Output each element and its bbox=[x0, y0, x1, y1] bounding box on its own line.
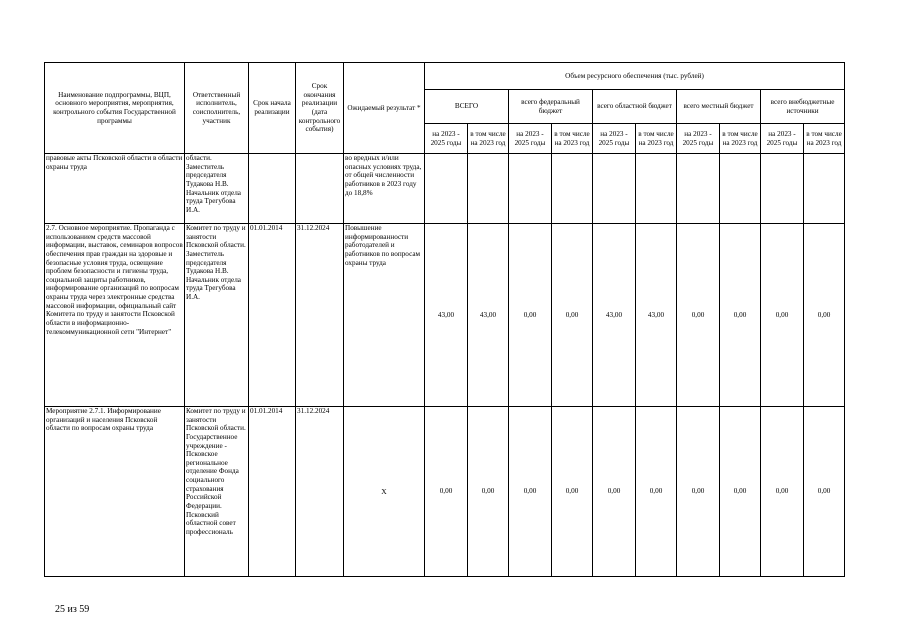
row-value-total-2023: 43,00 bbox=[468, 224, 509, 407]
row-result: X bbox=[344, 407, 425, 577]
row-value-extrabudget-2023: 0,00 bbox=[804, 407, 845, 577]
row-value-federal-2023: 0,00 bbox=[552, 407, 593, 577]
page-number: 25 из 59 bbox=[55, 604, 90, 615]
header-group-extrabudget: всего внебюджетные источники bbox=[761, 90, 845, 124]
row-value bbox=[509, 154, 552, 224]
header-sub-incl: в том числе на 2023 год bbox=[636, 124, 677, 154]
row-value-total-period: 0,00 bbox=[425, 407, 468, 577]
header-name: Наименование подпрограммы, ВЦП, основного мероприятия, мероприятия, контрольного события Государственной программы bbox=[45, 63, 185, 154]
row-result: Повышение информированности работодателей и работников по вопросам охраны труда bbox=[344, 224, 425, 407]
row-value-local-period: 0,00 bbox=[677, 407, 720, 577]
resource-table bbox=[44, 62, 845, 577]
header-sub-incl: в том числе на 2023 год bbox=[804, 124, 845, 154]
table-row bbox=[45, 224, 845, 407]
table-row bbox=[45, 407, 845, 577]
row-value bbox=[720, 154, 761, 224]
row-end: 31.12.2024 bbox=[296, 224, 344, 407]
header-sub-period: на 2023 - 2025 годы bbox=[593, 124, 636, 154]
row-value bbox=[804, 154, 845, 224]
header-group-regional: всего областной бюджет bbox=[593, 90, 677, 124]
row-value bbox=[425, 154, 468, 224]
row-name: 2.7. Основное мероприятие. Пропаганда с использованием средств массовой информации, выставок, семинаров вопросов обеспечения прав граждан на здоровые и безопасные условия труда, освещение проблем безопасности и гигиены труда, социальной защиты работников, информирование организаций по вопросам охраны труда через электронные средства массовой информации, официальный сайт Комитета по труду и занятости Псковской области в информационно-телекоммуникационной сети "Интернет" bbox=[45, 224, 185, 407]
row-value-local-period: 0,00 bbox=[677, 224, 720, 407]
header-sub-period: на 2023 - 2025 годы bbox=[509, 124, 552, 154]
row-start: 01.01.2014 bbox=[249, 407, 296, 577]
header-sub-incl: в том числе на 2023 год bbox=[468, 124, 509, 154]
row-end: 31.12.2024 bbox=[296, 407, 344, 577]
row-value-local-2023: 0,00 bbox=[720, 407, 761, 577]
header-group-total: ВСЕГО bbox=[425, 90, 509, 124]
header-result: Ожидаемый результат * bbox=[344, 63, 425, 154]
table-row bbox=[45, 154, 845, 224]
header-executor: Ответственный исполнитель, соисполнитель, участник bbox=[185, 63, 249, 154]
row-value-federal-2023: 0,00 bbox=[552, 224, 593, 407]
row-value-extrabudget-period: 0,00 bbox=[761, 407, 804, 577]
row-value bbox=[593, 154, 636, 224]
header-end: Срок окончания реализации (дата контрольного события) bbox=[296, 63, 344, 154]
row-value-total-2023: 0,00 bbox=[468, 407, 509, 577]
row-value-local-2023: 0,00 bbox=[720, 224, 761, 407]
row-value-regional-period: 0,00 bbox=[593, 407, 636, 577]
header-sub-period: на 2023 - 2025 годы bbox=[677, 124, 720, 154]
row-start: 01.01.2014 bbox=[249, 224, 296, 407]
row-end bbox=[296, 154, 344, 224]
header-start: Срок начала реализации bbox=[249, 63, 296, 154]
header-sub-period: на 2023 - 2025 годы bbox=[761, 124, 804, 154]
header-sub-period: на 2023 - 2025 годы bbox=[425, 124, 468, 154]
header-group-federal: всего федеральный бюджет bbox=[509, 90, 593, 124]
row-value bbox=[468, 154, 509, 224]
row-value-extrabudget-period: 0,00 bbox=[761, 224, 804, 407]
row-result: во вредных и/или опасных условиях труда, от общей численности работников в 2023 году до 18,8% bbox=[344, 154, 425, 224]
row-value-federal-period: 0,00 bbox=[509, 224, 552, 407]
row-value-regional-period: 43,00 bbox=[593, 224, 636, 407]
row-value-extrabudget-2023: 0,00 bbox=[804, 224, 845, 407]
header-sub-incl: в том числе на 2023 год bbox=[720, 124, 761, 154]
row-value-regional-2023: 43,00 bbox=[636, 224, 677, 407]
row-name: Мероприятие 2.7.1. Информирование организаций и населения Псковской области по вопросам охраны труда bbox=[45, 407, 185, 577]
row-value bbox=[552, 154, 593, 224]
row-value bbox=[677, 154, 720, 224]
row-name: правовые акты Псковской области в области охраны труда bbox=[45, 154, 185, 224]
header-sub-incl: в том числе на 2023 год bbox=[552, 124, 593, 154]
row-executor: области. Заместитель председателя Тудакова Н.В. Начальник отдела труда Трегубова И.А. bbox=[185, 154, 249, 224]
header-group-local: всего местный бюджет bbox=[677, 90, 761, 124]
row-executor: Комитет по труду и занятости Псковской области. Государственное учреждение - Псковское региональное отделение Фонда социального страхования Российской Федерации. Псковский областной совет профессиональ bbox=[185, 407, 249, 577]
row-value-federal-period: 0,00 bbox=[509, 407, 552, 577]
header-resources: Объем ресурсного обеспечения (тыс. рублей) bbox=[425, 63, 845, 90]
row-value-regional-2023: 0,00 bbox=[636, 407, 677, 577]
row-executor: Комитет по труду и занятости Псковской области. Заместитель председателя Тудакова Н.В. Начальник отдела труда Трегубова И.А. bbox=[185, 224, 249, 407]
row-value bbox=[761, 154, 804, 224]
row-value-total-period: 43,00 bbox=[425, 224, 468, 407]
row-start bbox=[249, 154, 296, 224]
row-value bbox=[636, 154, 677, 224]
